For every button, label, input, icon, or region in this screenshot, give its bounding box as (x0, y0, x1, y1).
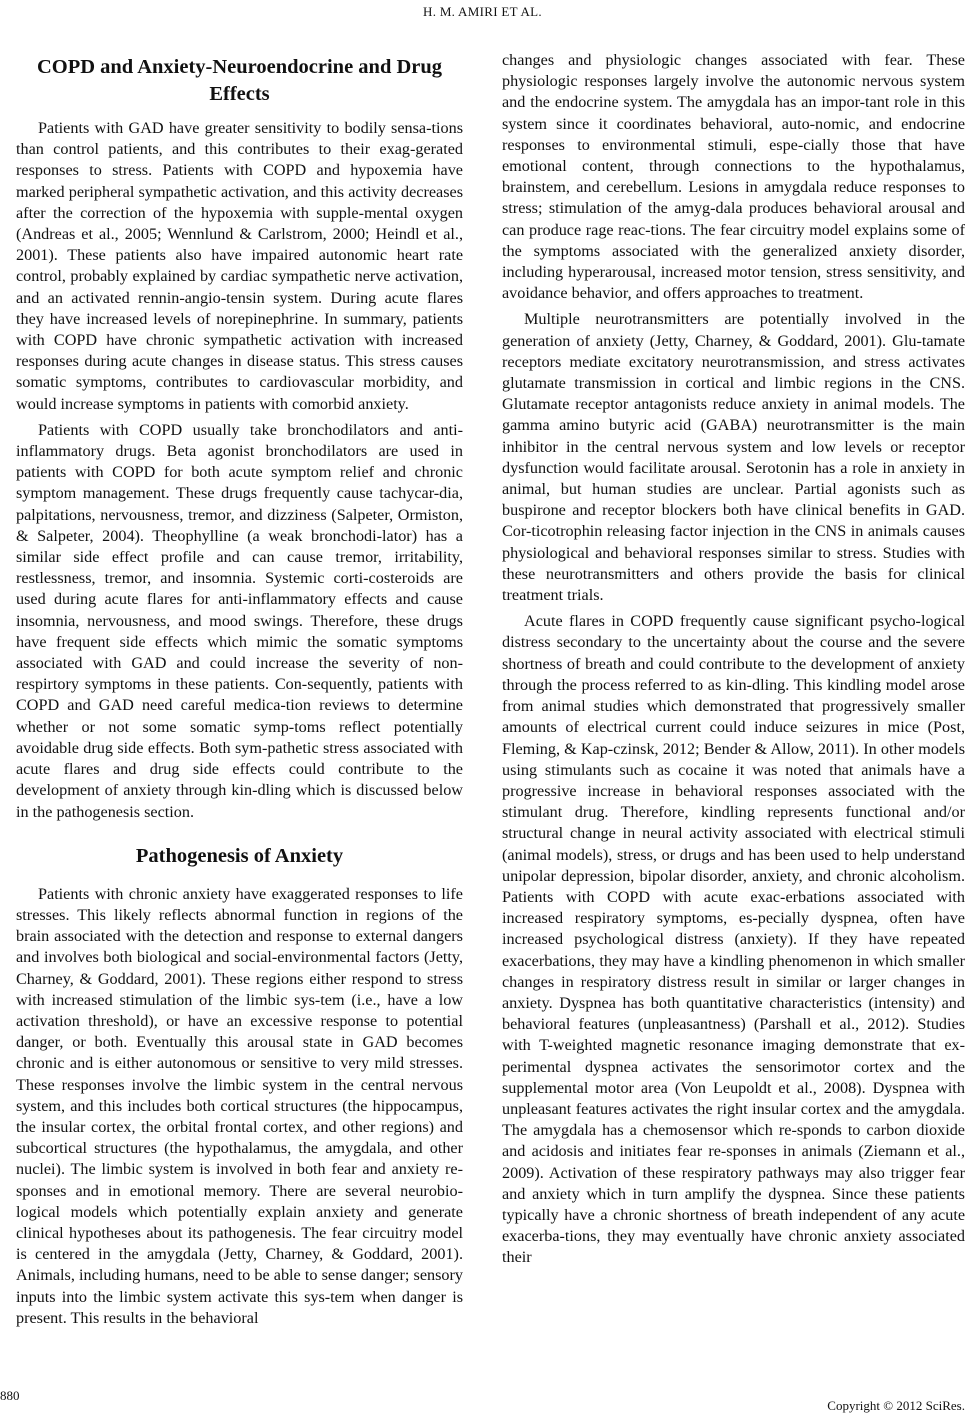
body-paragraph: Multiple neurotransmitters are potentially involved in the generation of anxiety (Jetty, Charney, & Goddard, 2001). Glu-tamate receptors mediate excitatory neurotransmission, and stress activates glutamate transmission in cortical and limbic regions in the CNS. Glutamate receptor antagonists reduce anxiety in animal models. The gamma amino butyric acid (GABA) neurotransmitter is the main inhibitor in the central nervous system and low levels or receptor dysfunction would facilitate arousal. Serotonin has a role in anxiety in animal, but human studies are unclear. Partial agonists such as buspirone and receptor blockers both have clinical benefits in GAD. Cor-ticotrophin releasing factor injection in the CNS in animals causes physiological and behavioral responses similar to stress. Studies with these neurotransmitters and others provide the basis for clinical treatment trials. (502, 310, 965, 605)
body-paragraph: Patients with chronic anxiety have exaggerated responses to life stresses. This likely reflects abnormal function in regions of the brain associated with the detection and response to external dangers and involves both biological and social-environmental factors (Jetty, Charney, & Goddard, 2001). These regions either respond to stress with increased stimulation of the limbic sys-tem (i.e., have a low activation threshold), or have an excessive response to potential danger, or both. Eventually this arousal state in GAD becomes chronic and is either autonomous or sensitive to very mild stresses. These responses involve the limbic system in the central nervous system, and this includes both cortical structures (the hippocampus, the insular cortex, the orbital frontal cortex, and other regions) and subcortical structures (the hypothalamus, the amygdala, and other nuclei). The limbic system is involved in both fear and anxiety re-sponses and in emotional memory. There are several neurobio-logical models which potentially explain anxiety and generate clinical hypotheses about its pathogenesis. The fear circuitry model is centered in the amygdala (Jetty, Charney, & Goddard, 2001). Animals, including humans, need to be able to sense danger; sensory inputs into the limbic system activate this sys-tem when danger is present. This results in the behavioral (16, 884, 463, 1327)
left-column (16, 50, 463, 1329)
page-number: 880 (0, 1388, 20, 1403)
section-title-pathogenesis: Pathogenesis of Anxiety (135, 844, 344, 867)
copyright-notice: Copyright © 2012 SciRes. (827, 1398, 965, 1413)
body-paragraph: Patients with GAD have greater sensitivity to bodily sensa-tions than control patients, and this contributes to their exag-gerated responses to stress. Patients with COPD and hypoxemia have marked peripheral sympathetic activation, and this activity decreases after the correction of the hypoxemia with supple-mental oxygen (Andreas et al., 2005; Wennlund & Carlstrom, 2000; Heindl et al., 2001). These patients also have impaired autonomic heart rate control, probably explained by cardiac sympathetic nerve activation, and an activated rennin-angio-tensin system. During acute flares they have increased levels of norepinephrine. In summary, patients with COPD have chronic sympathetic activation with increased responses during acute changes in disease status. This stress causes somatic symptoms, contributes to cardiovascular morbidity, and would increase symptoms in patients with comorbid anxiety. (16, 119, 463, 413)
right-column (502, 50, 965, 1269)
body-paragraph: Acute flares in COPD frequently cause significant psycho-logical distress secondary to the uncertainty about the course and the severe shortness of breath and could contribute to the development of anxiety through the process referred to as kin-dling. This kindling model arose from animal studies which demonstrated that progressively smaller amounts of electrical current could induce seizures in mice (Post, Fleming, & Kap-czinsk, 2012; Bender & Allow, 2011). In other models using stimulants such as cocaine it was noted that animals have a progressive increase in behavioral responses associated with the stimulant drug. Therefore, kindling represents functional and/or structural change in neural activity associated with electrical stimuli (animal models), stress, or drugs and has been used to help understand unipolar depression, bipolar disorder, anxiety, and chronic alcoholism. Patients with COPD with acute exac-erbations associated with increased respiratory symptoms, es-pecially dyspnea, often have increased psychological distress (anxiety). If they have repeated exacerbations, they may have a kindling phenomenon in which smaller changes in respiratory distress result in similar or larger changes in anxiety. Dyspnea has both quantitative characteristics (intensity) and behavioral features (unpleasantness) (Parshall et al., 2012). Studies with T-weighted magnetic resonance imaging demonstrate that ex-perimental dyspnea activates the sensorimotor cortex and the supplemental motor area (Von Leupoldt et al., 2008). Dyspnea with unpleasant features activates the right insular cortex and the amygdala. The amygdala has a chemosensor which re-sponds to carbon dioxide and acidosis and initiates fear re-sponses in animals (Ziemann et al., 2009). Activation of these respiratory pathways may also trigger fear and anxiety which in turn amplify the dyspnea. Since these patients typically have a chronic shortness of breath independent of any acute exacerba-tions, they may eventually have chronic anxiety associated their (502, 612, 965, 1267)
body-paragraph: Patients with COPD usually take bronchodilators and anti-inflammatory drugs. Beta agonist bronchodilators are used in patients with COPD for both acute symptom relief and chronic symptom management. These drugs frequently cause tachycar-dia, palpitations, nervousness, tremor, and dizziness (Salpeter, Ormiston, & Salpeter, 2004). Theophylline (a weak bronchodi-lator) has a similar side effect profile and can cause tremor, irritability, restlessness, tremor, and insomnia. Systemic corti-costeroids are used during acute flares for anti-inflammatory effects and cause insomnia, nervousness, and mood swings. Therefore, these drugs have frequent side effects which mimic the somatic symptoms associated with GAD and could increase the severity of non-respirtory symptoms in these patients. Con-sequently, patients with COPD and GAD need careful medica-tion reviews to determine whether or not some somatic symp-toms reflect potentially avoidable drug side effects. Both sym-pathetic stress associated with acute flares and drug side effects could contribute to the development of anxiety through kin-dling which is discussed below in the pathogenesis section. (16, 420, 463, 821)
section-title-copd-anxiety: COPD and Anxiety-Neuroendocrine and Drug Effects (36, 56, 443, 105)
running-head: H. M. AMIRI ET AL. (423, 4, 542, 19)
body-paragraph-continued: changes and physiologic changes associated with fear. These physiologic responses largely involve the autonomic nervous system and the endocrine system. The amygdala has an impor-tant role in this system since it coordinates behavioral, auto-nomic, and endocrine responses to environmental stimuli, espe-cially those that have emotional content, through connections to the hypothalamus, brainstem, and cerebellum. Lesions in amygdala reduce responses to stress; stimulation of the amyg-dala produces behavioral arousal and can produce rage reac-tions. The fear circuitry model explains some of the symptoms associated with the generalized anxiety disorder, including hyperarousal, increased motor tension, stress sensitivity, and avoidance behavior, and offers approaches to treatment. (502, 51, 965, 303)
